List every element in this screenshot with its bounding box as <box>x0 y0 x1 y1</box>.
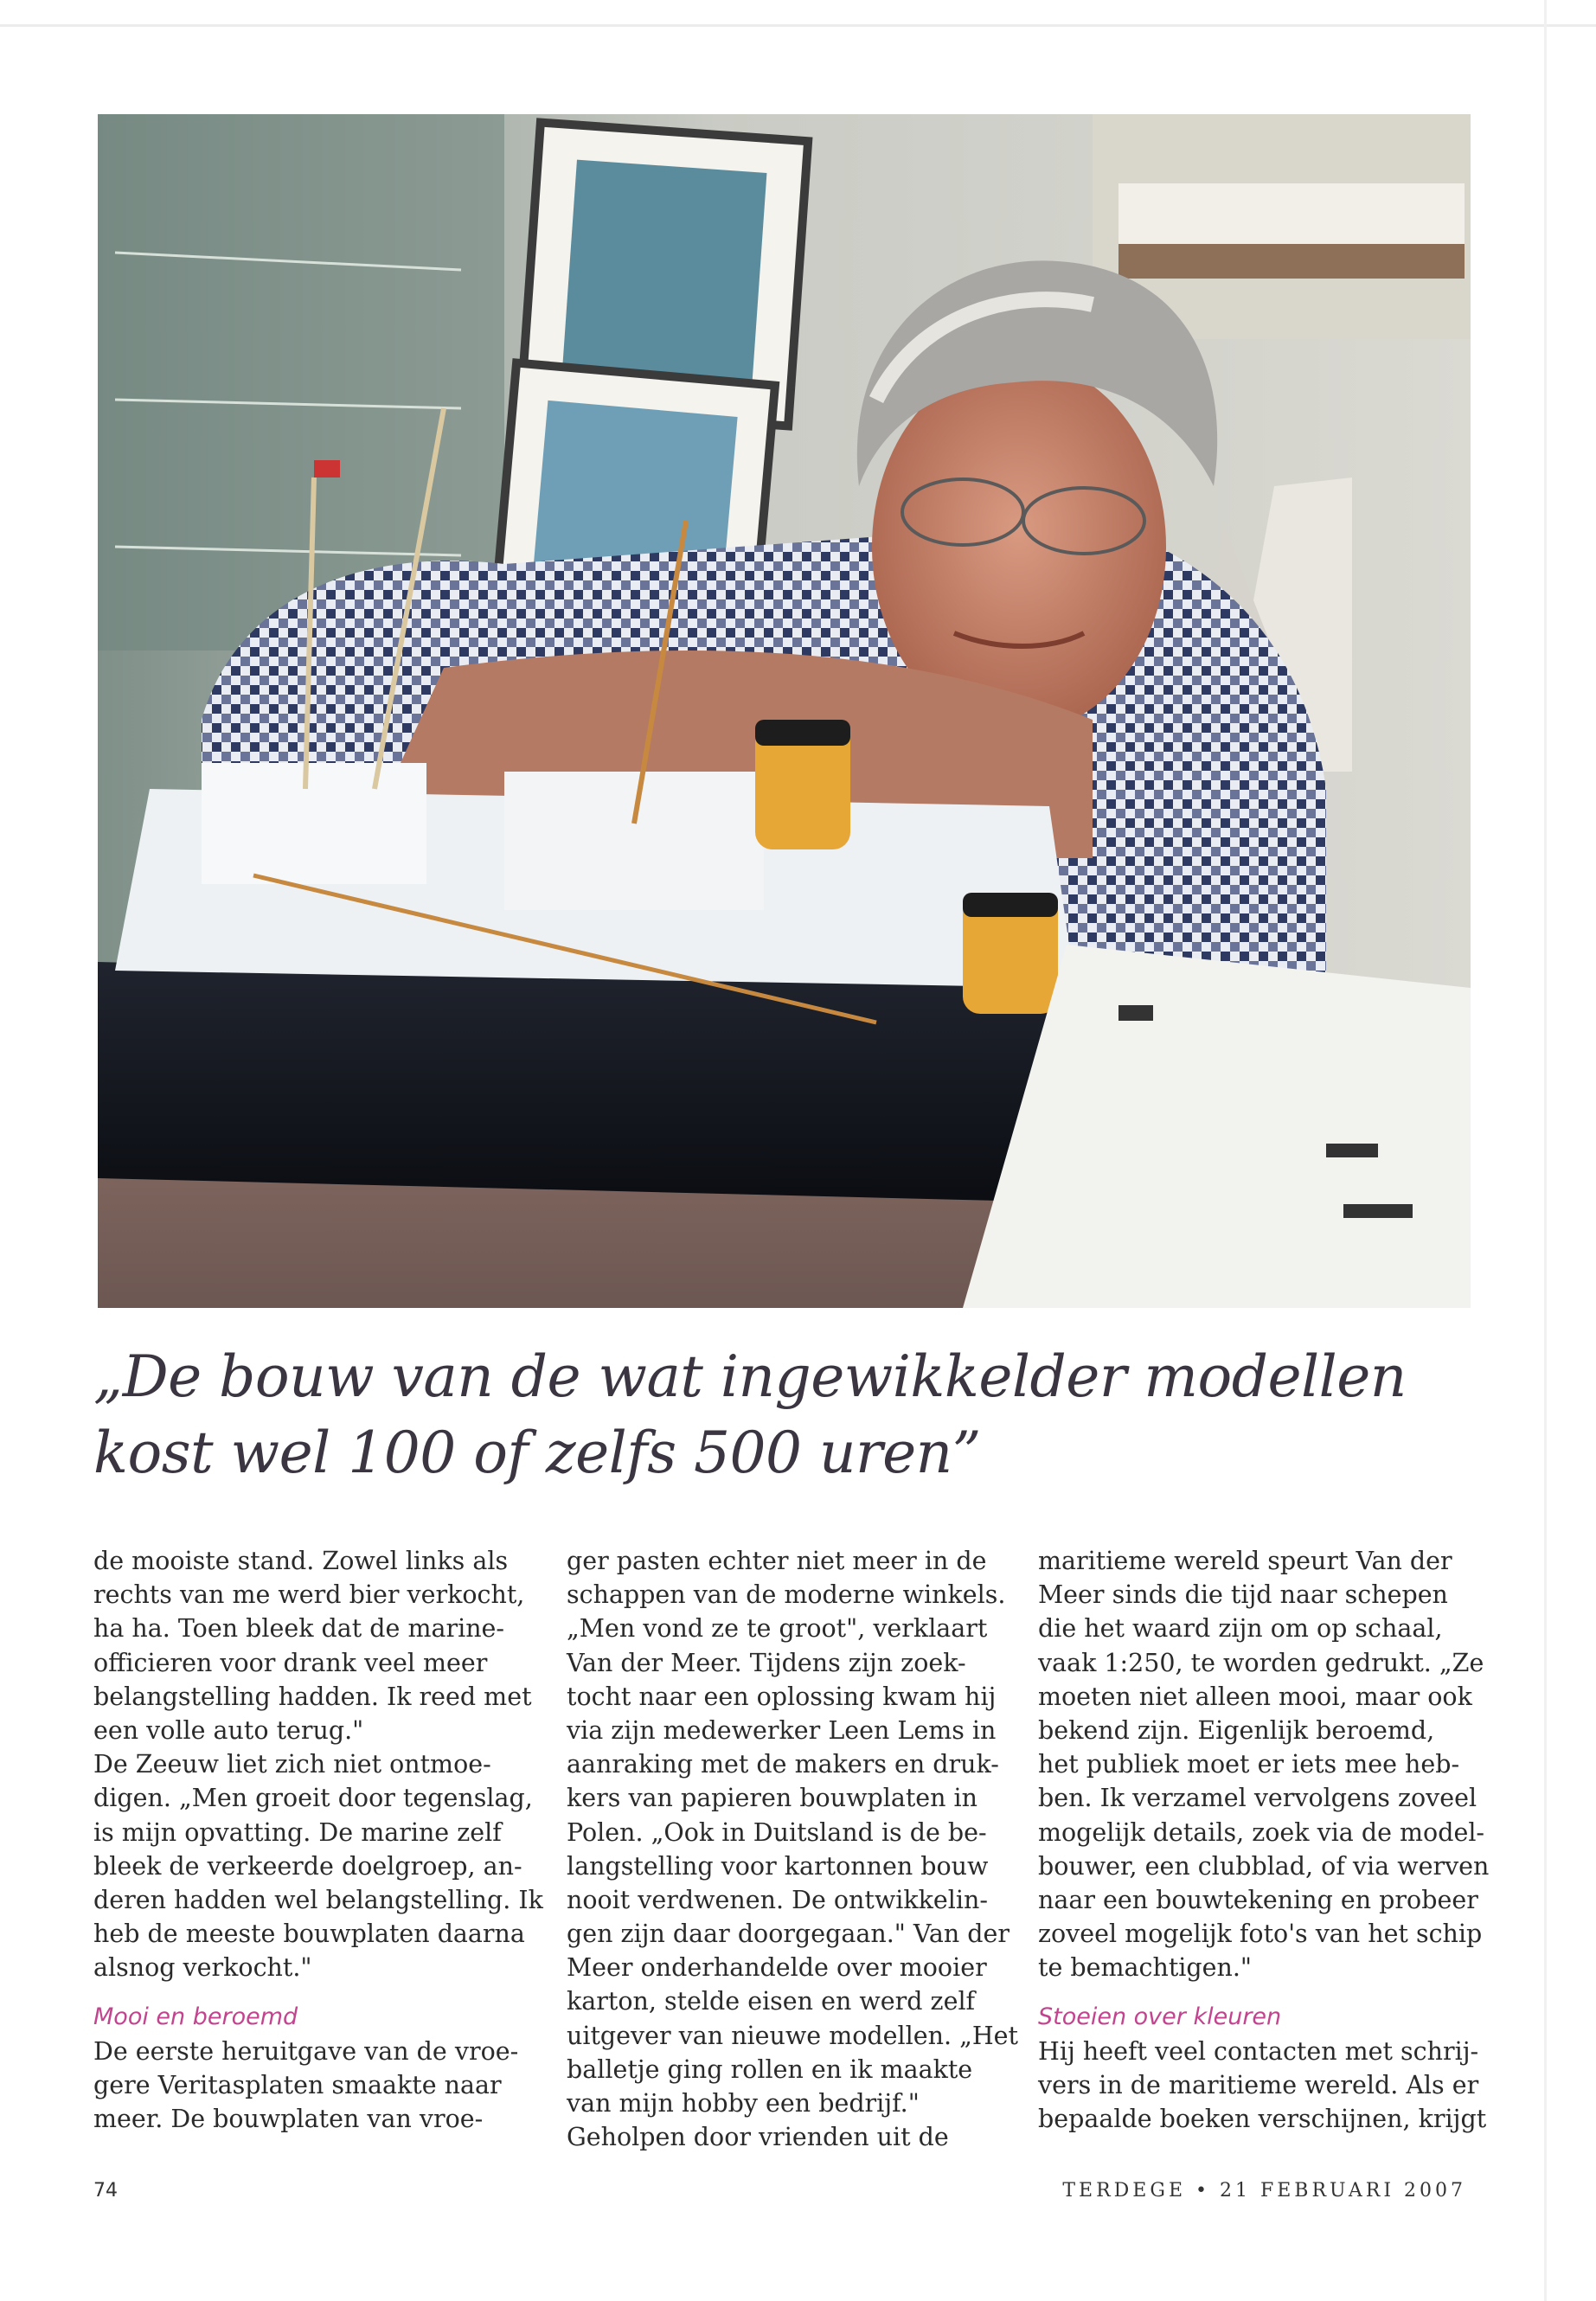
text-line: bleek de verkeerde doelgroep, an- <box>93 1851 522 1881</box>
pull-quote-line: kost wel 100 of zelfs 500 uren” <box>93 1420 981 1486</box>
text-line: vers in de maritieme wereld. Als er <box>1038 2070 1479 2099</box>
text-line: heb de meeste bouwplaten daarna <box>93 1920 525 1949</box>
pull-quote <box>93 1339 1477 1491</box>
text-line: ha ha. Toen bleek dat de marine- <box>93 1614 505 1644</box>
text-line: Van der Meer. Tijdens zijn zoek- <box>567 1648 966 1677</box>
text-line: De Zeeuw liet zich niet ontmoe- <box>93 1750 491 1779</box>
magazine-footer: TERDEGE • 21 FEBRUARI 2007 <box>1062 2180 1466 2202</box>
text-line: digen. „Men groeit door tegenslag, <box>93 1784 533 1813</box>
text-line: te bemachtigen." <box>1038 1953 1253 1983</box>
text-line: bouwer, een clubblad, of via werven <box>1038 1851 1490 1881</box>
text-line: alsnog verkocht." <box>93 1953 312 1983</box>
text-line: naar een bouwtekening en probeer <box>1038 1885 1478 1914</box>
text-line: deren hadden wel belangstelling. Ik <box>93 1885 543 1914</box>
text-line: karton, stelde eisen en werd zelf <box>567 1987 976 2016</box>
text-line: bekend zijn. Eigenlijk beroemd, <box>1038 1715 1435 1745</box>
text-line: vaak 1:250, te worden gedrukt. „Ze <box>1038 1648 1484 1677</box>
text-line: via zijn medewerker Leen Lems in <box>567 1715 997 1745</box>
text-line: uitgever van nieuwe modellen. „Het <box>567 2021 1019 2050</box>
text-line: kers van papieren bouwplaten in <box>567 1784 978 1813</box>
text-line: meer. De bouwplaten van vroe- <box>93 2105 484 2133</box>
text-line: Meer onderhandelde over mooier <box>567 1953 987 1983</box>
text-line: die het waard zijn om op schaal, <box>1038 1614 1443 1644</box>
article-column-3 <box>1038 1544 1492 2136</box>
text-line: balletje ging rollen en ik maakte <box>567 2054 973 2084</box>
text-line: „Men vond ze te groot", verklaart <box>567 1614 988 1644</box>
text-line: rechts van me werd bier verkocht, <box>93 1580 525 1610</box>
text-line: een volle auto terug." <box>93 1715 364 1745</box>
text-line: belangstelling hadden. Ik reed met <box>93 1682 532 1711</box>
text-line: Geholpen door vrienden uit de <box>567 2123 949 2152</box>
text-line: zoveel mogelijk foto's van het schip <box>1038 1920 1483 1949</box>
article-column-2 <box>567 1544 1021 2154</box>
text-line: gen zijn daar doorgegaan." Van der <box>567 1920 1010 1949</box>
text-line: de mooiste stand. Zowel links als <box>93 1547 509 1575</box>
page-edge-right <box>1544 0 1547 2301</box>
text-line: Meer sinds die tijd naar schepen <box>1038 1580 1448 1610</box>
text-line: De eerste heruitgave van de vroe- <box>93 2036 519 2066</box>
page-edge-top <box>0 24 1596 27</box>
text-line: mogelijk details, zoek via de model- <box>1038 1817 1485 1847</box>
text-line: aanraking met de makers en druk- <box>567 1750 999 1779</box>
text-line: nooit verdwenen. De ontwikkelin- <box>567 1885 988 1914</box>
text-line: langstelling voor kartonnen bouw <box>567 1851 989 1881</box>
text-line: gere Veritasplaten smaakte naar <box>93 2070 502 2099</box>
text-line: ben. Ik verzamel vervolgens zoveel <box>1038 1784 1477 1813</box>
text-line: bepaalde boeken verschijnen, krijgt <box>1038 2105 1487 2133</box>
text-line: Hij heeft veel contacten met schrij- <box>1038 2036 1479 2066</box>
pull-quote-line: „De bouw van de wat ingewikkelder modellen <box>93 1343 1407 1410</box>
text-line: van mijn hobby een bedrijf." <box>567 2089 920 2118</box>
subheading-stoeien-over-kleuren: Stoeien over kleuren <box>1038 2003 1282 2031</box>
text-line: tocht naar een oplossing kwam hij <box>567 1682 997 1711</box>
text-line: ger pasten echter niet meer in de <box>567 1547 987 1575</box>
text-line: moeten niet alleen mooi, maar ook <box>1038 1682 1472 1711</box>
page-number: 74 <box>93 2180 118 2202</box>
text-line: is mijn opvatting. De marine zelf <box>93 1817 502 1847</box>
subheading-mooi-en-beroemd: Mooi en beroemd <box>93 2003 298 2031</box>
text-line: het publiek moet er iets mee heb- <box>1038 1750 1460 1779</box>
article-column-1 <box>93 1544 548 2136</box>
text-line: officieren voor drank veel meer <box>93 1648 488 1677</box>
text-line: Polen. „Ook in Duitsland is de be- <box>567 1817 987 1847</box>
photo-man-with-ship-models <box>98 114 1471 1308</box>
text-line: maritieme wereld speurt Van der <box>1038 1547 1452 1575</box>
text-line: schappen van de moderne winkels. <box>567 1580 1006 1610</box>
